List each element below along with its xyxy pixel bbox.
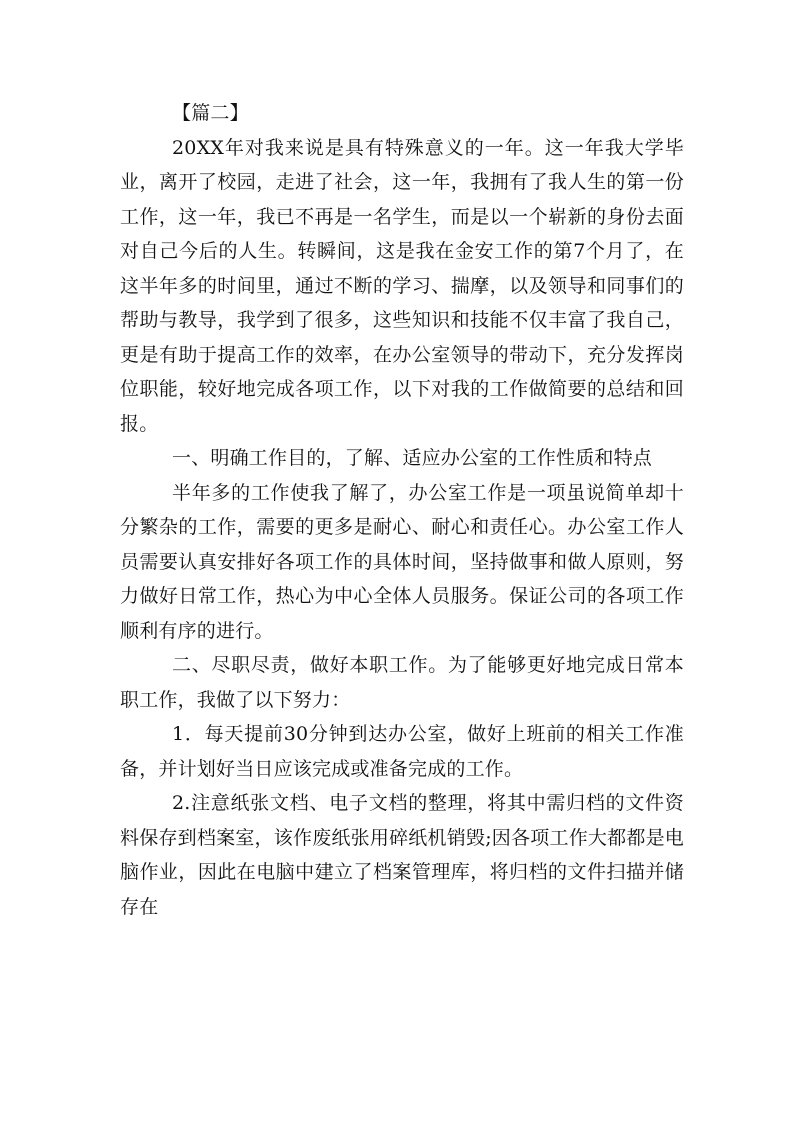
list-item-2: 2.注意纸张文档、电子文档的整理，将其中需归档的文件资料保存到档案室，该作废纸张用碎纸机销毁;因各项工作大都都是电脑作业，因此在电脑中建立了档案管理库，将归档的文件扫描并储存在 [120, 792, 684, 918]
section-title-2: 二、尽职尽责，做好本职工作。为了能够更好地完成日常本职工作，我做了以下努力： [120, 654, 684, 711]
paragraph-section-1: 半年多的工作使我了解了，办公室工作是一项虽说简单却十分繁杂的工作，需要的更多是耐心、耐心和责任心。办公室工作人员需要认真安排好各项工作的具体时间，坚持做事和做人原则，努力做好日常工作，热心为中心全体人员服务。保证公司的各项工作顺利有序的进行。 [120, 481, 684, 642]
section-heading: 【篇二】 [172, 102, 249, 124]
list-item-1: 1．每天提前30分钟到达办公室，做好上班前的相关工作准备，并计划好当日应该完成或准备完成的工作。 [120, 723, 684, 780]
section-title-1: 一、明确工作目的，了解、适应办公室的工作性质和特点 [172, 447, 653, 469]
document-page [120, 96, 684, 924]
paragraph-intro: 20XX年对我来说是具有特殊意义的一年。这一年我大学毕业，离开了校园，走进了社会，这一年，我拥有了我人生的第一份工作，这一年，我已不再是一名学生，而是以一个崭新的身份去面对自己今后的人生。转瞬间，这是我在金安工作的第7个月了，在这半年多的时间里，通过不断的学习、揣摩，以及领导和同事们的帮助与教导，我学到了很多，这些知识和技能不仅丰富了我自己，更是有助于提高工作的效率，在办公室领导的带动下，充分发挥岗位职能，较好地完成各项工作，以下对我的工作做简要的总结和回报。 [120, 136, 684, 435]
